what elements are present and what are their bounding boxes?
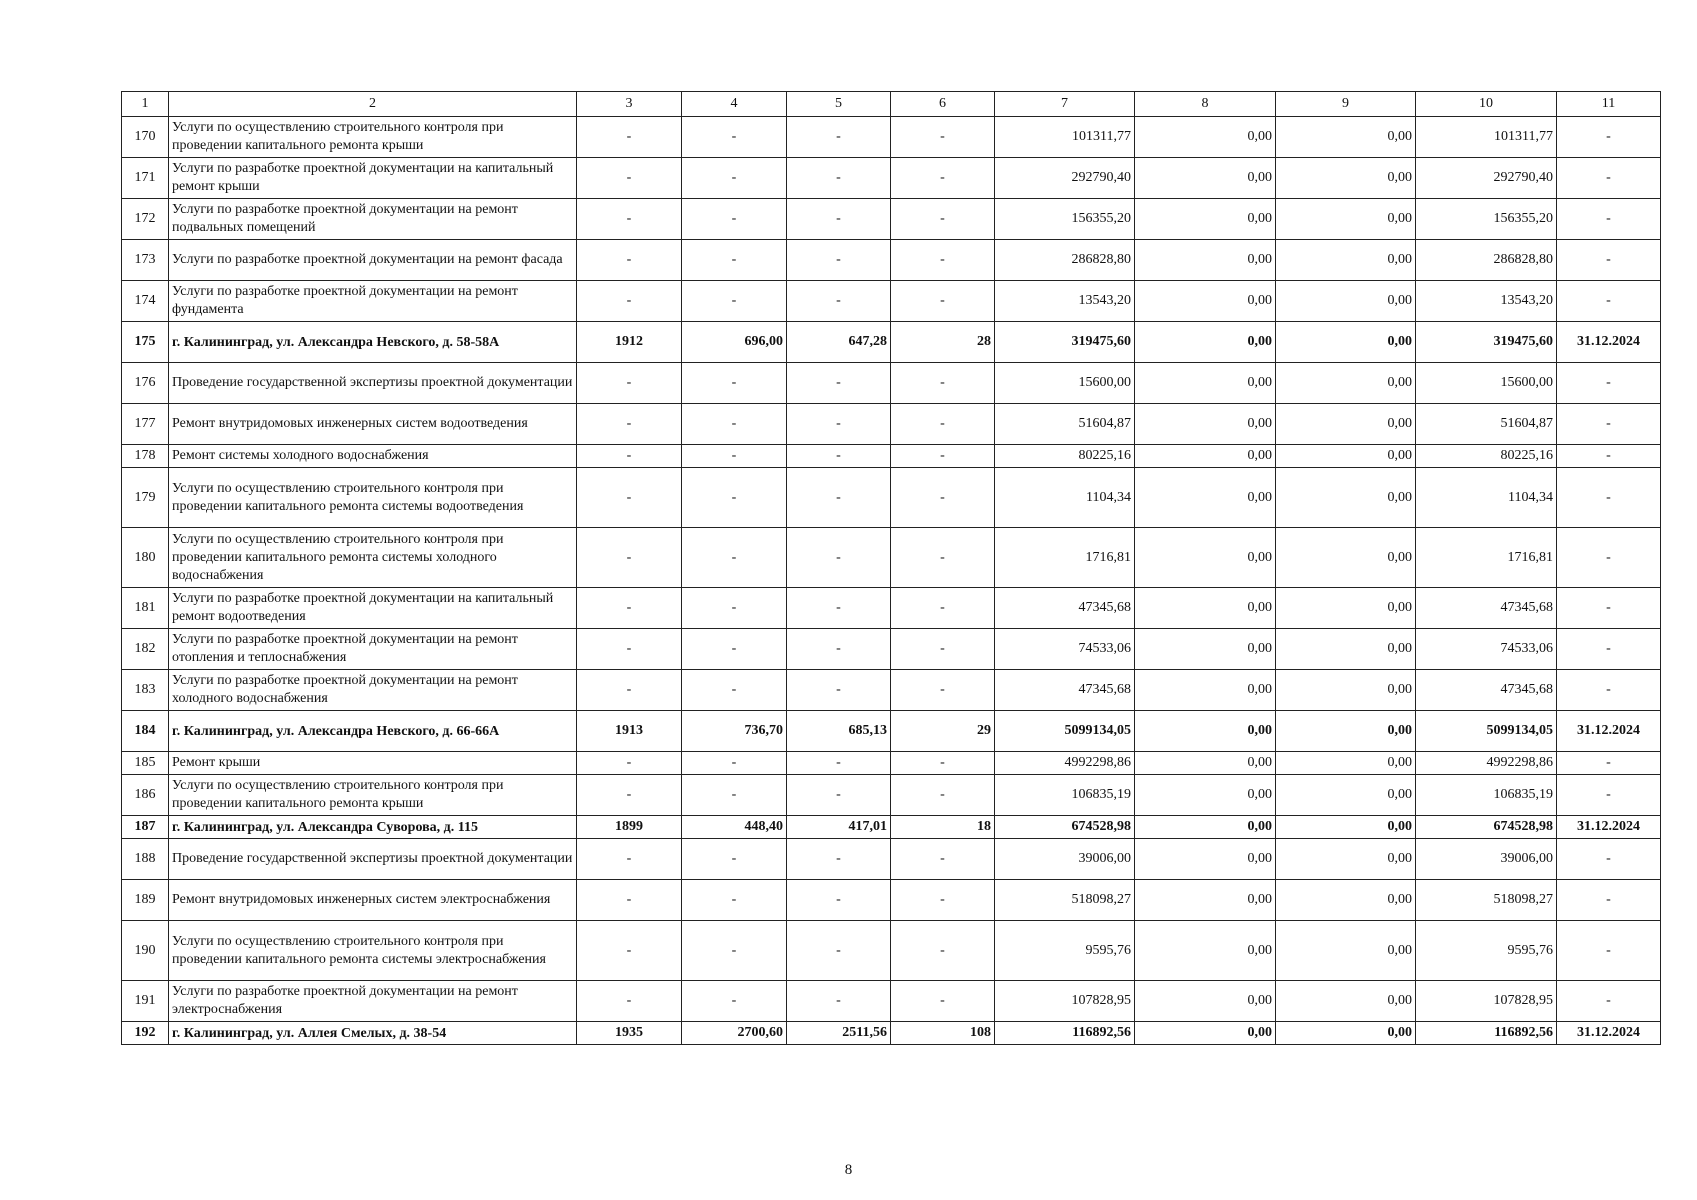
col5-cell: - (787, 199, 891, 240)
column-header: 1 (122, 92, 169, 117)
col11-cell: - (1557, 880, 1661, 921)
col4-cell: - (682, 240, 787, 281)
col8-cell: 0,00 (1135, 839, 1276, 880)
col3-cell: - (577, 981, 682, 1022)
table-row (122, 322, 1661, 363)
table-row (122, 629, 1661, 670)
col11-cell: - (1557, 839, 1661, 880)
col8-cell: 0,00 (1135, 404, 1276, 445)
work-name-cell: г. Калининград, ул. Александра Суворова, д. 115 (169, 816, 577, 839)
table-row (122, 240, 1661, 281)
col10-cell: 4992298,86 (1416, 752, 1557, 775)
col7-cell: 1104,34 (995, 468, 1135, 528)
col6-cell: - (891, 752, 995, 775)
col9-cell: 0,00 (1276, 839, 1416, 880)
col4-cell: 696,00 (682, 322, 787, 363)
col10-cell: 5099134,05 (1416, 711, 1557, 752)
col7-cell: 319475,60 (995, 322, 1135, 363)
col6-cell: - (891, 880, 995, 921)
work-name-cell: Услуги по осуществлению строительного контроля при проведении капитального ремонта системы электроснабжения (169, 921, 577, 981)
col8-cell: 0,00 (1135, 670, 1276, 711)
work-name-cell: Проведение государственной экспертизы проектной документации (169, 839, 577, 880)
col6-cell: - (891, 839, 995, 880)
col9-cell: 0,00 (1276, 981, 1416, 1022)
col4-cell: 448,40 (682, 816, 787, 839)
col11-cell: 31.12.2024 (1557, 1022, 1661, 1045)
col4-cell: - (682, 752, 787, 775)
work-name-cell: Ремонт крыши (169, 752, 577, 775)
col9-cell: 0,00 (1276, 775, 1416, 816)
col4-cell: 2700,60 (682, 1022, 787, 1045)
col3-cell: - (577, 468, 682, 528)
col9-cell: 0,00 (1276, 752, 1416, 775)
col5-cell: - (787, 281, 891, 322)
work-name-cell: г. Калининград, ул. Александра Невского, д. 66-66А (169, 711, 577, 752)
col3-cell: 1913 (577, 711, 682, 752)
work-name-cell: Услуги по осуществлению строительного контроля при проведении капитального ремонта системы холодного водоснабжения (169, 528, 577, 588)
col11-cell: 31.12.2024 (1557, 711, 1661, 752)
col5-cell: 647,28 (787, 322, 891, 363)
col6-cell: 29 (891, 711, 995, 752)
column-header: 3 (577, 92, 682, 117)
col7-cell: 107828,95 (995, 981, 1135, 1022)
col8-cell: 0,00 (1135, 629, 1276, 670)
col6-cell: - (891, 588, 995, 629)
col3-cell: - (577, 752, 682, 775)
col10-cell: 286828,80 (1416, 240, 1557, 281)
col8-cell: 0,00 (1135, 981, 1276, 1022)
col6-cell: - (891, 528, 995, 588)
col6-cell: - (891, 921, 995, 981)
table-row (122, 775, 1661, 816)
col7-cell: 51604,87 (995, 404, 1135, 445)
work-name-cell: Услуги по разработке проектной документации на ремонт холодного водоснабжения (169, 670, 577, 711)
col5-cell: - (787, 363, 891, 404)
col5-cell: - (787, 468, 891, 528)
row-number-cell: 178 (122, 445, 169, 468)
col11-cell: - (1557, 445, 1661, 468)
col9-cell: 0,00 (1276, 588, 1416, 629)
col5-cell: - (787, 240, 891, 281)
col8-cell: 0,00 (1135, 363, 1276, 404)
table-row (122, 839, 1661, 880)
col9-cell: 0,00 (1276, 880, 1416, 921)
col7-cell: 39006,00 (995, 839, 1135, 880)
work-name-cell: Услуги по осуществлению строительного контроля при проведении капитального ремонта крыши (169, 775, 577, 816)
col4-cell: - (682, 445, 787, 468)
table-row (122, 880, 1661, 921)
col11-cell: 31.12.2024 (1557, 816, 1661, 839)
row-number-cell: 191 (122, 981, 169, 1022)
col5-cell: - (787, 629, 891, 670)
col7-cell: 13543,20 (995, 281, 1135, 322)
col9-cell: 0,00 (1276, 404, 1416, 445)
col7-cell: 74533,06 (995, 629, 1135, 670)
col10-cell: 292790,40 (1416, 158, 1557, 199)
col7-cell: 47345,68 (995, 670, 1135, 711)
col6-cell: - (891, 981, 995, 1022)
col7-cell: 292790,40 (995, 158, 1135, 199)
table-row (122, 752, 1661, 775)
col4-cell: - (682, 528, 787, 588)
col11-cell: - (1557, 158, 1661, 199)
col10-cell: 1104,34 (1416, 468, 1557, 528)
col9-cell: 0,00 (1276, 528, 1416, 588)
col3-cell: - (577, 588, 682, 629)
col6-cell: - (891, 468, 995, 528)
col8-cell: 0,00 (1135, 322, 1276, 363)
col7-cell: 156355,20 (995, 199, 1135, 240)
col4-cell: - (682, 839, 787, 880)
col10-cell: 47345,68 (1416, 670, 1557, 711)
row-number-cell: 190 (122, 921, 169, 981)
table-body (122, 117, 1661, 1045)
table-row (122, 404, 1661, 445)
work-name-cell: Услуги по разработке проектной документации на капитальный ремонт крыши (169, 158, 577, 199)
col8-cell: 0,00 (1135, 711, 1276, 752)
col7-cell: 518098,27 (995, 880, 1135, 921)
col11-cell: - (1557, 240, 1661, 281)
col11-cell: - (1557, 921, 1661, 981)
col9-cell: 0,00 (1276, 921, 1416, 981)
col8-cell: 0,00 (1135, 588, 1276, 629)
row-number-cell: 170 (122, 117, 169, 158)
table-row (122, 670, 1661, 711)
col7-cell: 9595,76 (995, 921, 1135, 981)
col10-cell: 13543,20 (1416, 281, 1557, 322)
col10-cell: 319475,60 (1416, 322, 1557, 363)
table-row (122, 117, 1661, 158)
col3-cell: - (577, 921, 682, 981)
col10-cell: 116892,56 (1416, 1022, 1557, 1045)
col6-cell: 18 (891, 816, 995, 839)
table-row (122, 588, 1661, 629)
column-header: 8 (1135, 92, 1276, 117)
col11-cell: - (1557, 199, 1661, 240)
column-header: 9 (1276, 92, 1416, 117)
table-row (122, 816, 1661, 839)
col5-cell: - (787, 528, 891, 588)
col5-cell: - (787, 981, 891, 1022)
col8-cell: 0,00 (1135, 445, 1276, 468)
col9-cell: 0,00 (1276, 363, 1416, 404)
page-number: 8 (844, 1162, 853, 1178)
col5-cell: - (787, 839, 891, 880)
col9-cell: 0,00 (1276, 158, 1416, 199)
col10-cell: 51604,87 (1416, 404, 1557, 445)
col3-cell: - (577, 281, 682, 322)
col3-cell: - (577, 670, 682, 711)
col7-cell: 106835,19 (995, 775, 1135, 816)
col3-cell: - (577, 445, 682, 468)
table-row (122, 445, 1661, 468)
row-number-cell: 181 (122, 588, 169, 629)
row-number-cell: 176 (122, 363, 169, 404)
column-header: 5 (787, 92, 891, 117)
table-row (122, 1022, 1661, 1045)
col6-cell: - (891, 775, 995, 816)
row-number-cell: 172 (122, 199, 169, 240)
col7-cell: 5099134,05 (995, 711, 1135, 752)
row-number-cell: 171 (122, 158, 169, 199)
row-number-cell: 192 (122, 1022, 169, 1045)
work-name-cell: Услуги по осуществлению строительного контроля при проведении капитального ремонта крыши (169, 117, 577, 158)
table-row (122, 281, 1661, 322)
col11-cell: - (1557, 468, 1661, 528)
col8-cell: 0,00 (1135, 158, 1276, 199)
col10-cell: 9595,76 (1416, 921, 1557, 981)
col5-cell: - (787, 404, 891, 445)
table-row (122, 528, 1661, 588)
col8-cell: 0,00 (1135, 281, 1276, 322)
col5-cell: - (787, 117, 891, 158)
col3-cell: 1912 (577, 322, 682, 363)
col4-cell: - (682, 629, 787, 670)
work-name-cell: Ремонт внутридомовых инженерных систем электроснабжения (169, 880, 577, 921)
col10-cell: 156355,20 (1416, 199, 1557, 240)
col4-cell: - (682, 981, 787, 1022)
col4-cell: - (682, 468, 787, 528)
col5-cell: - (787, 158, 891, 199)
col10-cell: 101311,77 (1416, 117, 1557, 158)
col5-cell: - (787, 588, 891, 629)
column-header: 11 (1557, 92, 1661, 117)
row-number-cell: 187 (122, 816, 169, 839)
col10-cell: 47345,68 (1416, 588, 1557, 629)
row-number-cell: 173 (122, 240, 169, 281)
col5-cell: 2511,56 (787, 1022, 891, 1045)
col4-cell: - (682, 775, 787, 816)
row-number-cell: 174 (122, 281, 169, 322)
work-name-cell: Ремонт внутридомовых инженерных систем водоотведения (169, 404, 577, 445)
col9-cell: 0,00 (1276, 445, 1416, 468)
col4-cell: - (682, 199, 787, 240)
work-name-cell: Проведение государственной экспертизы проектной документации (169, 363, 577, 404)
col5-cell: 685,13 (787, 711, 891, 752)
col9-cell: 0,00 (1276, 629, 1416, 670)
col3-cell: - (577, 158, 682, 199)
col7-cell: 15600,00 (995, 363, 1135, 404)
table-row (122, 363, 1661, 404)
col11-cell: - (1557, 528, 1661, 588)
col6-cell: - (891, 363, 995, 404)
column-number-header-row (122, 92, 1661, 117)
col6-cell: - (891, 404, 995, 445)
col9-cell: 0,00 (1276, 281, 1416, 322)
col3-cell: 1935 (577, 1022, 682, 1045)
col10-cell: 106835,19 (1416, 775, 1557, 816)
col3-cell: - (577, 240, 682, 281)
row-number-cell: 180 (122, 528, 169, 588)
col10-cell: 39006,00 (1416, 839, 1557, 880)
col11-cell: - (1557, 363, 1661, 404)
col9-cell: 0,00 (1276, 711, 1416, 752)
work-name-cell: Услуги по разработке проектной документации на ремонт отопления и теплоснабжения (169, 629, 577, 670)
col7-cell: 4992298,86 (995, 752, 1135, 775)
row-number-cell: 186 (122, 775, 169, 816)
col10-cell: 518098,27 (1416, 880, 1557, 921)
work-name-cell: Услуги по разработке проектной документации на капитальный ремонт водоотведения (169, 588, 577, 629)
col7-cell: 101311,77 (995, 117, 1135, 158)
col6-cell: - (891, 445, 995, 468)
col4-cell: - (682, 921, 787, 981)
col10-cell: 107828,95 (1416, 981, 1557, 1022)
work-name-cell: Услуги по разработке проектной документации на ремонт электроснабжения (169, 981, 577, 1022)
col10-cell: 15600,00 (1416, 363, 1557, 404)
col8-cell: 0,00 (1135, 752, 1276, 775)
col5-cell: - (787, 921, 891, 981)
col3-cell: - (577, 363, 682, 404)
col11-cell: - (1557, 281, 1661, 322)
col6-cell: - (891, 281, 995, 322)
col11-cell: - (1557, 117, 1661, 158)
col11-cell: - (1557, 775, 1661, 816)
col9-cell: 0,00 (1276, 117, 1416, 158)
col9-cell: 0,00 (1276, 199, 1416, 240)
col7-cell: 286828,80 (995, 240, 1135, 281)
col8-cell: 0,00 (1135, 880, 1276, 921)
work-name-cell: г. Калининград, ул. Александра Невского, д. 58-58А (169, 322, 577, 363)
row-number-cell: 185 (122, 752, 169, 775)
column-header: 6 (891, 92, 995, 117)
col8-cell: 0,00 (1135, 816, 1276, 839)
col9-cell: 0,00 (1276, 240, 1416, 281)
col5-cell: - (787, 752, 891, 775)
col6-cell: - (891, 117, 995, 158)
col10-cell: 674528,98 (1416, 816, 1557, 839)
col3-cell: - (577, 199, 682, 240)
col8-cell: 0,00 (1135, 921, 1276, 981)
row-number-cell: 183 (122, 670, 169, 711)
col3-cell: - (577, 117, 682, 158)
table-row (122, 711, 1661, 752)
work-name-cell: Услуги по разработке проектной документации на ремонт фундамента (169, 281, 577, 322)
row-number-cell: 182 (122, 629, 169, 670)
col5-cell: - (787, 670, 891, 711)
col3-cell: - (577, 528, 682, 588)
col11-cell: - (1557, 588, 1661, 629)
column-header: 2 (169, 92, 577, 117)
row-number-cell: 177 (122, 404, 169, 445)
col10-cell: 1716,81 (1416, 528, 1557, 588)
col6-cell: 108 (891, 1022, 995, 1045)
col7-cell: 47345,68 (995, 588, 1135, 629)
col10-cell: 74533,06 (1416, 629, 1557, 670)
col8-cell: 0,00 (1135, 775, 1276, 816)
col11-cell: - (1557, 752, 1661, 775)
col9-cell: 0,00 (1276, 816, 1416, 839)
col8-cell: 0,00 (1135, 240, 1276, 281)
col4-cell: - (682, 588, 787, 629)
table-row (122, 921, 1661, 981)
col6-cell: - (891, 158, 995, 199)
work-name-cell: г. Калининград, ул. Аллея Смелых, д. 38-54 (169, 1022, 577, 1045)
col5-cell: - (787, 775, 891, 816)
col5-cell: - (787, 445, 891, 468)
row-number-cell: 179 (122, 468, 169, 528)
col6-cell: - (891, 199, 995, 240)
col9-cell: 0,00 (1276, 468, 1416, 528)
col11-cell: - (1557, 404, 1661, 445)
col4-cell: - (682, 404, 787, 445)
col8-cell: 0,00 (1135, 199, 1276, 240)
row-number-cell: 184 (122, 711, 169, 752)
col3-cell: - (577, 839, 682, 880)
row-number-cell: 189 (122, 880, 169, 921)
col6-cell: - (891, 629, 995, 670)
work-name-cell: Услуги по разработке проектной документации на ремонт подвальных помещений (169, 199, 577, 240)
col5-cell: 417,01 (787, 816, 891, 839)
work-name-cell: Ремонт системы холодного водоснабжения (169, 445, 577, 468)
col3-cell: 1899 (577, 816, 682, 839)
col11-cell: - (1557, 670, 1661, 711)
col4-cell: - (682, 880, 787, 921)
table-row (122, 468, 1661, 528)
col4-cell: - (682, 281, 787, 322)
col9-cell: 0,00 (1276, 1022, 1416, 1045)
col11-cell: - (1557, 629, 1661, 670)
col4-cell: - (682, 363, 787, 404)
row-number-cell: 175 (122, 322, 169, 363)
col8-cell: 0,00 (1135, 468, 1276, 528)
col7-cell: 674528,98 (995, 816, 1135, 839)
work-name-cell: Услуги по осуществлению строительного контроля при проведении капитального ремонта системы водоотведения (169, 468, 577, 528)
col8-cell: 0,00 (1135, 1022, 1276, 1045)
col7-cell: 1716,81 (995, 528, 1135, 588)
col5-cell: - (787, 880, 891, 921)
col7-cell: 80225,16 (995, 445, 1135, 468)
col3-cell: - (577, 880, 682, 921)
works-table (121, 91, 1661, 1045)
col6-cell: 28 (891, 322, 995, 363)
col4-cell: - (682, 117, 787, 158)
column-header: 4 (682, 92, 787, 117)
table-row (122, 199, 1661, 240)
col7-cell: 116892,56 (995, 1022, 1135, 1045)
table-row (122, 981, 1661, 1022)
col3-cell: - (577, 404, 682, 445)
col10-cell: 80225,16 (1416, 445, 1557, 468)
col8-cell: 0,00 (1135, 117, 1276, 158)
col4-cell: - (682, 670, 787, 711)
work-name-cell: Услуги по разработке проектной документации на ремонт фасада (169, 240, 577, 281)
col6-cell: - (891, 240, 995, 281)
col9-cell: 0,00 (1276, 670, 1416, 711)
col4-cell: 736,70 (682, 711, 787, 752)
col11-cell: - (1557, 981, 1661, 1022)
col6-cell: - (891, 670, 995, 711)
table-row (122, 158, 1661, 199)
col3-cell: - (577, 775, 682, 816)
column-header: 10 (1416, 92, 1557, 117)
col3-cell: - (577, 629, 682, 670)
col9-cell: 0,00 (1276, 322, 1416, 363)
row-number-cell: 188 (122, 839, 169, 880)
col11-cell: 31.12.2024 (1557, 322, 1661, 363)
col4-cell: - (682, 158, 787, 199)
column-header: 7 (995, 92, 1135, 117)
col8-cell: 0,00 (1135, 528, 1276, 588)
